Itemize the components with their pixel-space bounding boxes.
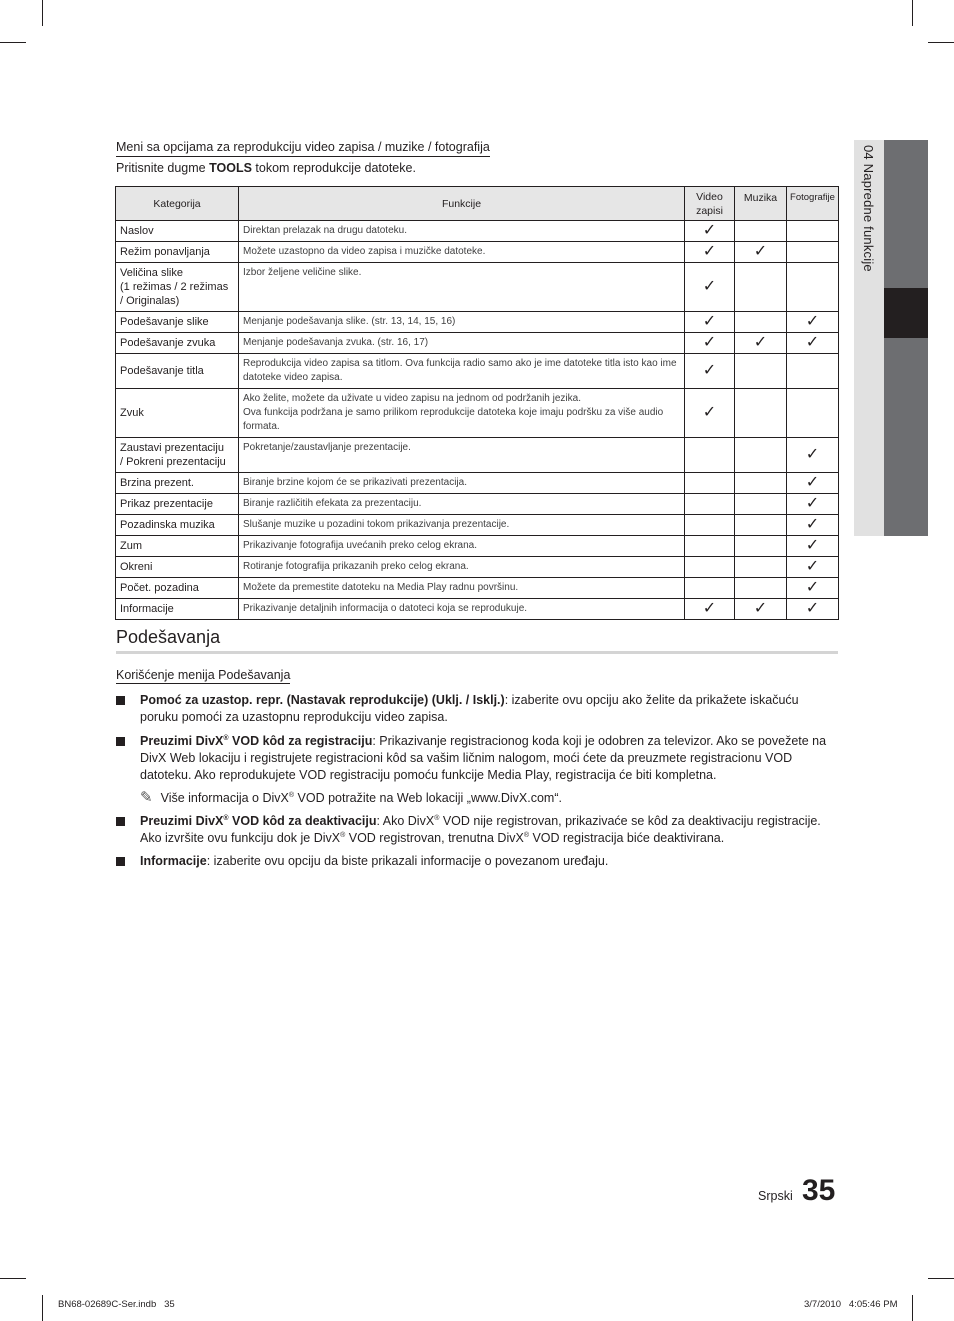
category-cell: Podešavanje titla [116, 354, 239, 389]
chapter-label: 04 Napredne funkcije [861, 145, 876, 272]
video-support-cell [685, 578, 735, 599]
item-text: : izaberite ovu opciju ako želite da prikažete iskačuću poruku pomoći za uzastopnu reprodukciju video zapisa. [140, 693, 799, 724]
table-row [116, 242, 839, 263]
table-row [116, 438, 839, 473]
category-cell: Brzina prezent. [116, 473, 239, 494]
registered-mark: ® [523, 831, 529, 839]
category-cell: Okreni [116, 557, 239, 578]
list-item [116, 813, 840, 847]
photo-support-cell [787, 599, 839, 620]
settings-subheading: Korišćenje menija Podešavanja [116, 668, 291, 682]
video-support-cell [685, 333, 735, 354]
registered-mark: ® [288, 791, 295, 799]
table-row [116, 333, 839, 354]
side-tab-block [884, 140, 928, 288]
music-support-cell [735, 438, 787, 473]
bullet-square-icon [116, 696, 125, 705]
photo-support-cell [787, 389, 839, 438]
list-item [116, 692, 840, 726]
header-muzika: Muzika [735, 187, 787, 221]
crop-mark [0, 42, 26, 43]
checkmark-icon: ✓ [805, 516, 820, 533]
intro-post: tokom reprodukcije datoteke. [251, 161, 416, 175]
table-row [116, 557, 839, 578]
print-timestamp: 3/7/2010 4:05:46 PM [804, 1299, 898, 1310]
category-cell: Prikaz prezentacije [116, 494, 239, 515]
list-item [116, 733, 840, 784]
intro-text [116, 161, 416, 175]
item-title: Preuzimi DivX [140, 734, 224, 748]
video-support-cell [685, 494, 735, 515]
video-support-cell [685, 389, 735, 438]
checkmark-icon: ✓ [805, 446, 820, 463]
video-support-cell [685, 263, 735, 312]
function-cell: Direktan prelazak na drugu datoteku. [239, 221, 685, 242]
function-cell: Biranje brzine kojom će se prikazivati prezentacija. [239, 473, 685, 494]
table-row [116, 389, 839, 438]
video-support-cell [685, 515, 735, 536]
side-tab-block [884, 338, 928, 536]
video-support-cell [685, 312, 735, 333]
function-cell: Izbor željene veličine slike. [239, 263, 685, 312]
checkmark-icon: ✓ [702, 362, 717, 379]
category-cell: Informacije [116, 599, 239, 620]
category-cell: Podešavanje slike [116, 312, 239, 333]
checkmark-icon: ✓ [702, 334, 717, 351]
page-language: Srpski [758, 1189, 793, 1203]
checkmark-icon: ✓ [805, 474, 820, 491]
music-support-cell [735, 494, 787, 515]
item-title: Preuzimi DivX [140, 814, 224, 828]
photo-support-cell [787, 312, 839, 333]
options-table [115, 186, 839, 620]
note-text: Više informacija o DivX [160, 791, 289, 805]
function-cell: Prikazivanje detaljnih informacija o datoteci koja se reprodukuje. [239, 599, 685, 620]
music-support-cell [735, 312, 787, 333]
checkmark-icon: ✓ [805, 558, 820, 575]
item-text: : izaberite ovu opciju da biste prikazali informacije o povezanom uređaju. [206, 854, 609, 868]
header-fotografije: Fotografije [787, 187, 839, 221]
music-support-cell [735, 221, 787, 242]
music-support-cell [735, 333, 787, 354]
function-cell: Možete da premestite datoteku na Media Play radnu površinu. [239, 578, 685, 599]
checkmark-icon: ✓ [702, 243, 717, 260]
photo-support-cell [787, 438, 839, 473]
bullet-square-icon [116, 817, 125, 826]
crop-mark [912, 0, 913, 26]
photo-support-cell [787, 557, 839, 578]
music-support-cell [735, 536, 787, 557]
video-support-cell [685, 242, 735, 263]
category-cell: Režim ponavljanja [116, 242, 239, 263]
checkmark-icon: ✓ [702, 278, 717, 295]
function-cell: Pokretanje/zaustavljanje prezentacije. [239, 438, 685, 473]
photo-support-cell [787, 578, 839, 599]
heading-rule [116, 651, 838, 654]
item-text: VOD registracija biće deaktivirana. [528, 831, 725, 845]
photo-support-cell [787, 333, 839, 354]
side-tab-active-marker [884, 288, 928, 338]
checkmark-icon: ✓ [702, 222, 717, 239]
function-cell: Reprodukcija video zapisa sa titlom. Ova funkcija radio samo ako je ime datoteke titla isto kao ime datoteke video zapisa. [239, 354, 685, 389]
video-support-cell [685, 599, 735, 620]
photo-support-cell [787, 515, 839, 536]
music-support-cell [735, 242, 787, 263]
checkmark-icon: ✓ [805, 579, 820, 596]
photo-support-cell [787, 473, 839, 494]
music-support-cell [735, 557, 787, 578]
item-title-rest: VOD kôd za deaktivaciju [228, 814, 377, 828]
crop-mark [42, 1295, 43, 1321]
item-title: Pomoć za uzastop. repr. (Nastavak reprodukcije) (Uklj. / Isklj.) [140, 693, 505, 707]
table-row [116, 221, 839, 242]
checkmark-icon: ✓ [702, 404, 717, 421]
music-support-cell [735, 389, 787, 438]
checkmark-icon: ✓ [702, 600, 717, 617]
crop-mark [928, 1278, 954, 1279]
checkmark-icon: ✓ [805, 495, 820, 512]
music-support-cell [735, 354, 787, 389]
table-row [116, 536, 839, 557]
category-cell: Naslov [116, 221, 239, 242]
function-cell: Možete uzastopno da video zapisa i muzičke datoteke. [239, 242, 685, 263]
checkmark-icon: ✓ [753, 334, 768, 351]
category-cell: Veličina slike (1 režimas / 2 režimas / Originalas) [116, 263, 239, 312]
section-title: Meni sa opcijama za reprodukciju video zapisa / muzike / fotografija [116, 140, 490, 157]
bullet-square-icon [116, 737, 125, 746]
item-title: Informacije [140, 854, 207, 868]
note [140, 788, 562, 806]
video-support-cell [685, 221, 735, 242]
item-title-rest: VOD kôd za registraciju [228, 734, 373, 748]
table-row [116, 599, 839, 620]
item-text: : Ako DivX [376, 814, 435, 828]
function-cell: Biranje različitih efekata za prezentaciju. [239, 494, 685, 515]
registered-mark: ® [340, 831, 346, 839]
checkmark-icon: ✓ [805, 537, 820, 554]
music-support-cell [735, 599, 787, 620]
music-support-cell [735, 578, 787, 599]
registered-mark: ® [223, 814, 229, 822]
table-row [116, 312, 839, 333]
crop-mark [0, 1278, 26, 1279]
checkmark-icon: ✓ [702, 313, 717, 330]
photo-support-cell [787, 494, 839, 515]
crop-mark [42, 0, 43, 26]
function-cell: Ako želite, možete da uživate u video zapisu na jednom od podržanih jezika. Ova funkcija podržana je samo prilikom reprodukcije datoteka koje imaju podršku za više audio formata. [239, 389, 685, 438]
intro-pre: Pritisnite dugme [116, 161, 210, 175]
checkmark-icon: ✓ [805, 313, 820, 330]
photo-support-cell [787, 354, 839, 389]
table-row [116, 494, 839, 515]
music-support-cell [735, 473, 787, 494]
function-cell: Rotiranje fotografija prikazanih preko celog ekrana. [239, 557, 685, 578]
checkmark-icon: ✓ [805, 600, 820, 617]
category-cell: Zaustavi prezentaciju / Pokreni prezentaciju [116, 438, 239, 473]
category-cell: Podešavanje zvuka [116, 333, 239, 354]
table-row [116, 354, 839, 389]
tools-key: TOOLS [209, 161, 252, 175]
category-cell: Zum [116, 536, 239, 557]
print-file-info: BN68-02689C-Ser.indb 35 [58, 1299, 175, 1310]
pencil-note-icon: ✎ [140, 789, 153, 806]
photo-support-cell [787, 221, 839, 242]
note-text-rest: VOD potražite na Web lokaciji „www.DivX.com“. [294, 791, 562, 805]
photo-support-cell [787, 263, 839, 312]
checkmark-icon: ✓ [753, 600, 768, 617]
registered-mark: ® [223, 734, 229, 742]
bullet-square-icon [116, 857, 125, 866]
function-cell: Slušanje muzike u pozadini tokom prikazivanja prezentacije. [239, 515, 685, 536]
item-text: VOD registrovan, trenutna DivX [345, 831, 524, 845]
video-support-cell [685, 473, 735, 494]
table-row [116, 578, 839, 599]
settings-heading: Podešavanja [116, 627, 221, 647]
function-cell: Menjanje podešavanja zvuka. (str. 16, 17) [239, 333, 685, 354]
crop-mark [912, 1295, 913, 1321]
video-support-cell [685, 536, 735, 557]
page-number: 35 [802, 1174, 836, 1207]
photo-support-cell [787, 536, 839, 557]
header-funkcije: Funkcije [239, 187, 685, 221]
photo-support-cell [787, 242, 839, 263]
video-support-cell [685, 438, 735, 473]
registered-mark: ® [434, 814, 440, 822]
item-text: VOD nije registrovan, prikazivaće se kôd za deaktivaciju registracije. Ako izvršite ovu funkciju dok je DivX [140, 814, 821, 845]
video-support-cell [685, 557, 735, 578]
list-item [116, 853, 840, 870]
checkmark-icon: ✓ [753, 243, 768, 260]
category-cell: Zvuk [116, 389, 239, 438]
item-text: : Prikazivanje registracionog koda koji je odobren za televizor. Ako se povežete na DivX Web lokaciju i registrujete registracioni kôd sa vašim ličnim nalogom, moći ćete da preuzmete registracionu VOD datoteku. Ako reprodukujete VOD registraciju pomoću funkcije Media Play, registracija će biti kompletna. [140, 734, 827, 782]
table-row [116, 473, 839, 494]
table-row [116, 515, 839, 536]
table-row [116, 263, 839, 312]
music-support-cell [735, 263, 787, 312]
checkmark-icon: ✓ [805, 334, 820, 351]
category-cell: Pozadinska muzika [116, 515, 239, 536]
header-kategorija: Kategorija [116, 187, 239, 221]
crop-mark [928, 42, 954, 43]
function-cell: Menjanje podešavanja slike. (str. 13, 14, 15, 16) [239, 312, 685, 333]
header-video: Video zapisi [685, 187, 735, 221]
function-cell: Prikazivanje fotografija uvećanih preko celog ekrana. [239, 536, 685, 557]
music-support-cell [735, 515, 787, 536]
table-header-row [116, 187, 839, 221]
video-support-cell [685, 354, 735, 389]
category-cell: Počet. pozadina [116, 578, 239, 599]
